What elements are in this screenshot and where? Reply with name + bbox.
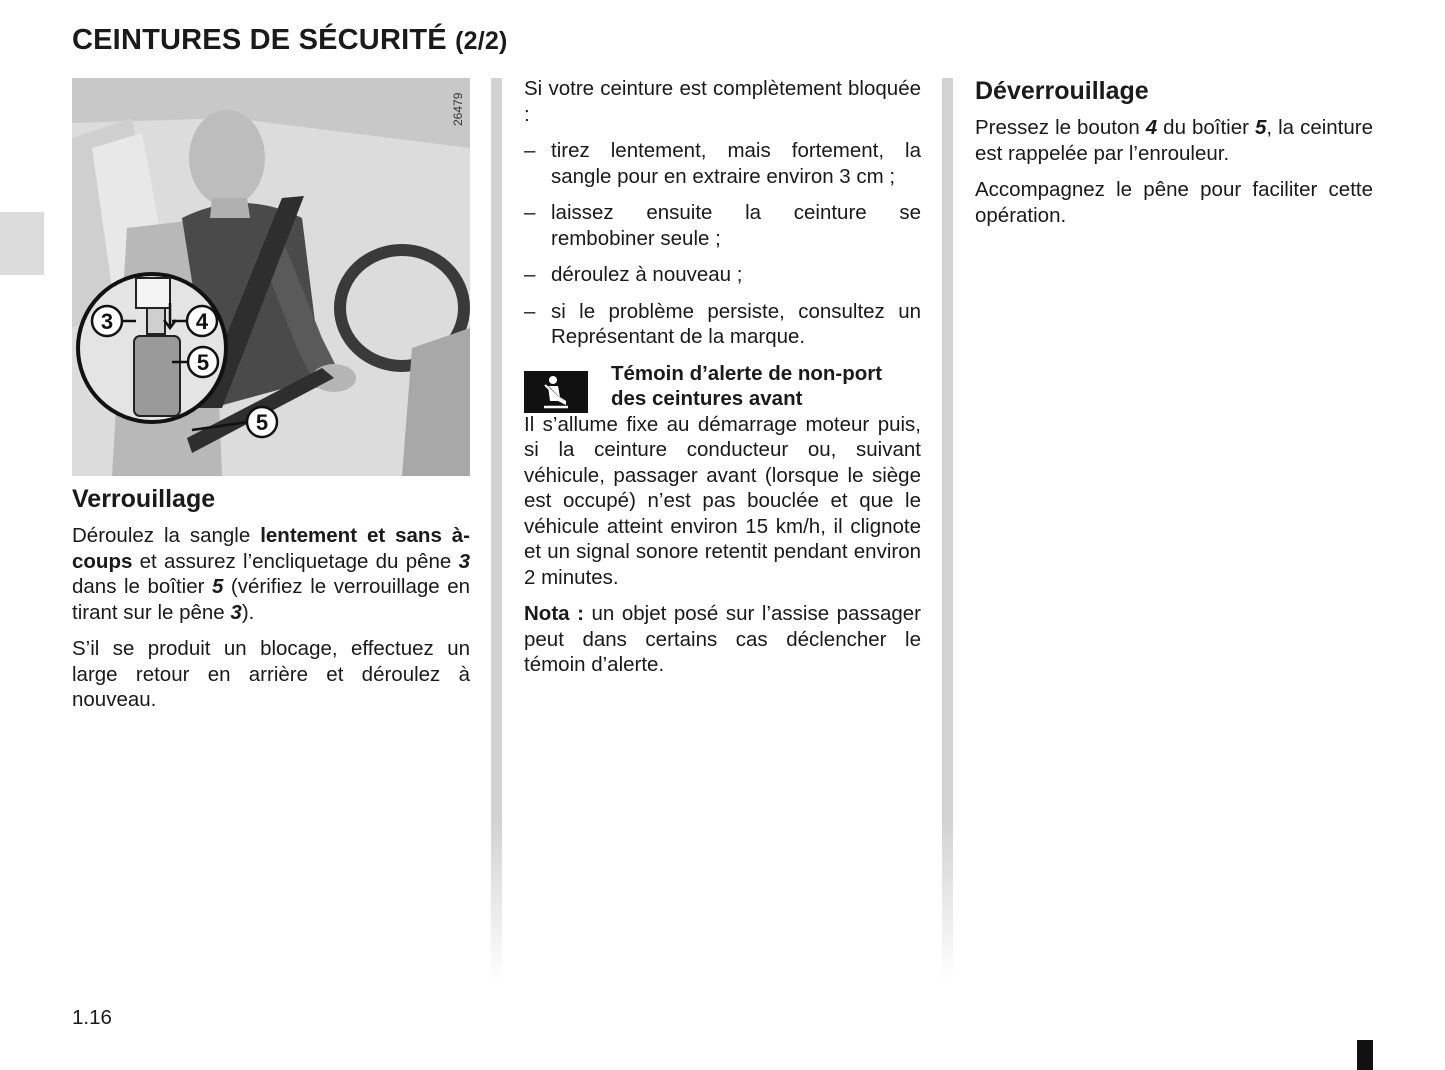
warning-text: Il s’allume fixe au démarrage moteur puis, si la ceinture conducteur ou, suivant véhicule, passager avant (lorsque le siège est occupé) n’est pas bouclée et que le véhicule atteint environ 15 km/h, il clignote et un signal sonore retentit pendant environ 2 minutes. (524, 412, 921, 589)
deverrouillage-paragraph-2: Accompagnez le pêne pour faciliter cette opération. (975, 178, 1373, 227)
page-title-main: CEINTURES DE SÉCURITÉ (72, 24, 447, 56)
seatbelt-warning-icon-drawing (524, 371, 588, 413)
nota-label: Nota : (524, 602, 584, 625)
page-thumb-mark (1357, 1040, 1373, 1070)
callout-4: 4 (195, 309, 209, 334)
heading-deverrouillage: Déverrouillage (975, 77, 1149, 105)
seatbelt-warning-block (524, 361, 921, 591)
callout-3: 3 (100, 309, 114, 334)
column-blocage (524, 76, 921, 689)
callout-5-zoom: 5 (196, 350, 210, 375)
list-item: – laissez ensuite la ceinture se rembobiner seule ; (524, 200, 921, 251)
page-number: 1.16 (72, 1006, 112, 1029)
column-divider-1 (491, 78, 502, 983)
list-item: – si le problème persiste, consultez un Représentant de la marque. (524, 299, 921, 350)
deverrouillage-paragraph-1: Pressez le bouton 4 du boîtier 5, la ceinture est rappelée par l’enrouleur. (975, 116, 1373, 165)
page-title-suffix: (2/2) (455, 27, 508, 55)
page-title (72, 24, 507, 57)
nota-paragraph: Nota : un objet posé sur l’assise passager peut dans certains cas déclencher le témoin d’alerte. (524, 602, 921, 676)
warning-title: Témoin d’alerte de non-port des ceintures avant (611, 361, 883, 410)
callout-5-buckle: 5 (255, 410, 269, 435)
column-deverrouillage (975, 76, 1373, 239)
verrouillage-paragraph-1: Déroulez la sangle lentement et sans à-coups et assurez l’encliquetage du pêne 3 dans le boîtier 5 (vérifiez le verrouillage en tirant sur le pêne 3). (72, 524, 470, 624)
column-verrouillage (72, 78, 470, 724)
heading-verrouillage: Verrouillage (72, 485, 216, 513)
verrouillage-paragraph-2: S’il se produit un blocage, effectuez un large retour en arrière et déroulez à nouveau. (72, 637, 470, 711)
list-item: – déroulez à nouveau ; (524, 262, 921, 288)
figure-ref-code: 26479 (451, 92, 465, 126)
list-item: – tirez lentement, mais fortement, la sangle pour en extraire environ 3 cm ; (524, 138, 921, 189)
blocage-intro: Si votre ceinture est complètement bloquée : (524, 77, 921, 126)
seatbelt-warning-icon (524, 371, 588, 413)
seatbelt-illustration-drawing (72, 78, 470, 476)
seatbelt-illustration (72, 78, 470, 476)
section-tab (0, 212, 44, 275)
column-divider-2 (942, 78, 953, 983)
blocage-steps (524, 138, 921, 350)
